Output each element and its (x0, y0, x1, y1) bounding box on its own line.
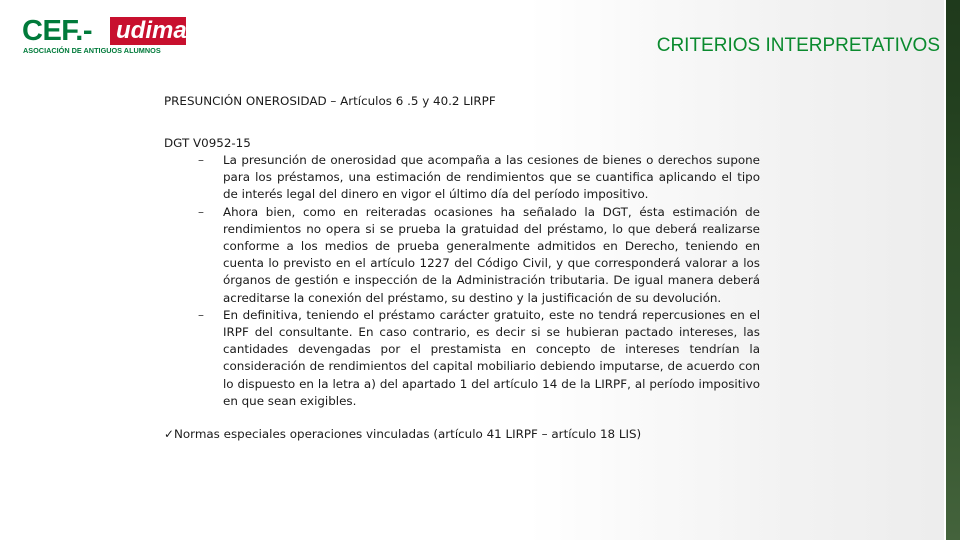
logo-udima-text: udima (116, 17, 187, 44)
dgt-reference: DGT V0952-15 (164, 136, 251, 150)
slide-title: CRITERIOS INTERPRETATIVOS (656, 35, 940, 56)
logo-subtitle: ASOCIACIÓN DE ANTIGUOS ALUMNOS (23, 46, 161, 55)
dash-bullet-icon: – (198, 307, 204, 322)
slide-content (164, 93, 760, 442)
bullet-text: En definitiva, teniendo el préstamo carácter gratuito, este no tendrá repercusiones en el IRPF del consultante. En caso contrario, es decir si se hubieran pactado intereses, las cantidades devengadas por el prestamista en concepto de intereses tendrían la consideración de rendimientos del capital mobiliario debiendo imputarse, de acuerdo con lo dispuesto en la letra a) del apartado 1 del artículo 14 de la LIRPF, al período impositivo en que sean exigibles. (223, 307, 760, 408)
bullet-item (164, 152, 760, 204)
cef-udima-logo (22, 15, 187, 56)
logo-cef-text: CEF.- (22, 15, 92, 47)
side-decorative-bar (946, 0, 960, 540)
section-heading: PRESUNCIÓN ONEROSIDAD – Artículos 6 .5 y 40.2 LIRPF (164, 94, 496, 108)
bullet-text: La presunción de onerosidad que acompaña a las cesiones de bienes o derechos supone para los préstamos, una estimación de rendimientos que se cuantifica aplicando el tipo de interés legal del dinero en vigor el último día del período impositivo. (223, 153, 760, 202)
check-item (164, 426, 760, 442)
bullet-text: Ahora bien, como en reiteradas ocasiones ha señalado la DGT, ésta estimación de rendimientos no opera si se prueba la gratuidad del préstamo, lo que deberá realizarse conforme a los medios de prueba generalmente admitidos en Derecho, teniendo en cuenta lo previsto en el artículo 1227 del Código Civil, y que corresponderá valorar a los órganos de gestión e inspección de la Administración tributaria. De igual manera deberá acreditarse la conexión del préstamo, su destino y la justificación de su devolución. (223, 204, 760, 305)
check-item-text: Normas especiales operaciones vinculadas (artículo 41 LIRPF – artículo 18 LIS) (173, 427, 642, 442)
bullet-list (164, 152, 760, 410)
checkmark-icon: ✓ (164, 427, 174, 442)
dash-bullet-icon: – (198, 153, 204, 167)
dash-bullet-icon: – (198, 204, 204, 219)
bullet-item (164, 307, 760, 410)
bullet-item (164, 204, 760, 307)
